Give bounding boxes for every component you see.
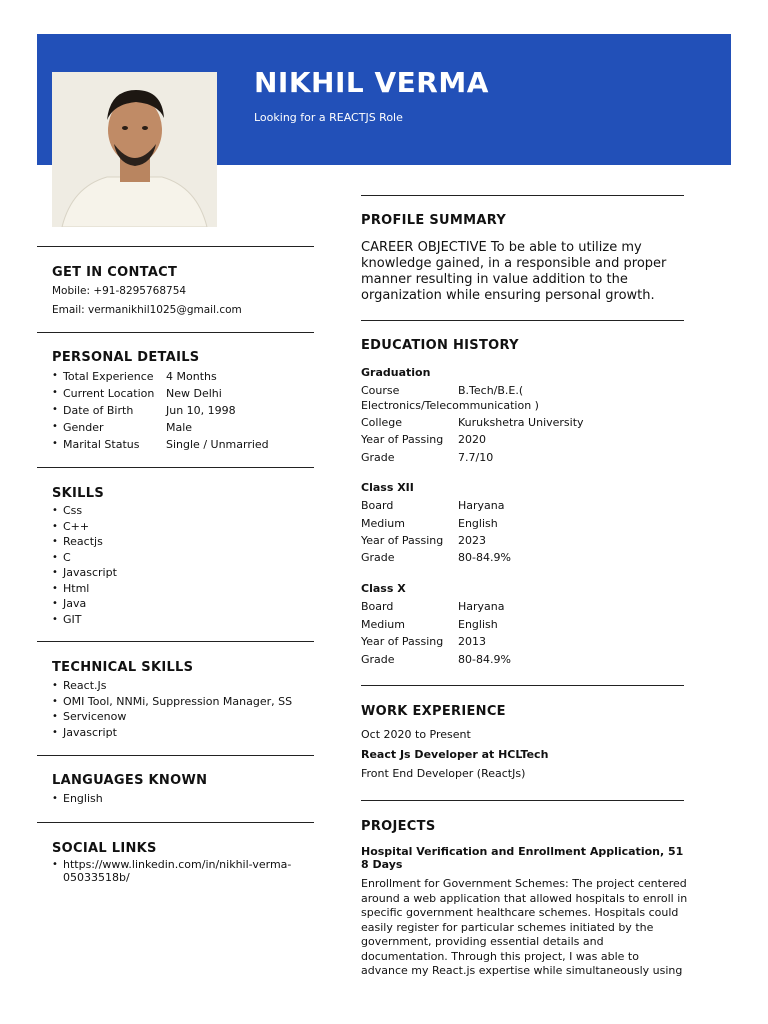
- list-item: • Reactjs: [52, 534, 117, 550]
- list-item: • Css: [52, 503, 117, 519]
- edu-label: Grade: [361, 653, 395, 666]
- personal-value: Male: [166, 421, 193, 434]
- list-item: • C++: [52, 519, 117, 535]
- projects-heading: PROJECTS: [361, 819, 436, 834]
- linkedin-link[interactable]: [52, 858, 291, 884]
- contact-heading: GET IN CONTACT: [52, 265, 178, 280]
- edu-label: Medium: [361, 517, 405, 530]
- languages-list: [52, 791, 103, 807]
- edu-label: College: [361, 416, 403, 429]
- personal-label: Total Experience: [63, 370, 154, 383]
- list-item: • Servicenow: [52, 709, 292, 725]
- personal-label: Date of Birth: [63, 404, 134, 417]
- personal-value: 4 Months: [166, 370, 217, 383]
- edu-label: Board: [361, 600, 394, 613]
- edu-label: Year of Passing: [361, 635, 444, 648]
- edu-value: 7.7/10: [458, 451, 494, 464]
- languages-heading: LANGUAGES KNOWN: [52, 773, 208, 788]
- divider: [37, 755, 314, 756]
- bullet-icon: •: [52, 438, 58, 449]
- technical-skills-heading: TECHNICAL SKILLS: [52, 660, 194, 675]
- edu-value: English: [458, 517, 498, 530]
- personal-value: Jun 10, 1998: [166, 404, 236, 417]
- bullet-icon: •: [52, 387, 58, 398]
- edu-value: 80-84.9%: [458, 551, 511, 564]
- edu-label: Medium: [361, 618, 405, 631]
- edu-value: 80-84.9%: [458, 653, 511, 666]
- text-line: easily register for particular schemes initiated by the: [361, 920, 654, 934]
- edu-label: Grade: [361, 551, 395, 564]
- education-class10-title: Class X: [361, 582, 406, 595]
- text-line: advance my React.js expertise while simultaneously using: [361, 964, 683, 977]
- skills-list: [52, 503, 117, 627]
- work-experience-heading: WORK EXPERIENCE: [361, 704, 506, 719]
- personal-label: Gender: [63, 421, 104, 434]
- edu-value: B.Tech/B.E.(: [458, 384, 524, 397]
- divider: [361, 800, 684, 801]
- contact-mobile: Mobile: +91-8295768754: [52, 285, 187, 297]
- project-title: [361, 845, 683, 871]
- edu-label: Board: [361, 499, 394, 512]
- personal-label: Current Location: [63, 387, 155, 400]
- text-line: CAREER OBJECTIVE To be able to utilize my: [361, 240, 642, 255]
- candidate-name: NIKHIL VERMA: [254, 66, 489, 99]
- edu-value: English: [458, 618, 498, 631]
- work-title: Front End Developer (ReactJs): [361, 767, 526, 780]
- project-description: [361, 877, 687, 979]
- divider: [37, 246, 314, 247]
- list-item: • Javascript: [52, 565, 117, 581]
- work-role: React Js Developer at HCLTech: [361, 748, 549, 761]
- edu-value: 2020: [458, 433, 486, 446]
- personal-value: New Delhi: [166, 387, 222, 400]
- text-line: organization while ensuring personal growth.: [361, 288, 655, 303]
- education-class12-title: Class XII: [361, 481, 414, 494]
- text-line: 8 Days: [361, 858, 403, 871]
- skills-heading: SKILLS: [52, 486, 105, 501]
- edu-value-continued: Electronics/Telecommunication ): [361, 399, 539, 412]
- divider: [361, 195, 684, 196]
- edu-label: Course: [361, 384, 400, 397]
- person-portrait-icon: [52, 72, 217, 227]
- text-line: knowledge gained, in a responsible and proper: [361, 256, 667, 271]
- divider: [37, 641, 314, 642]
- profile-summary-heading: PROFILE SUMMARY: [361, 213, 507, 228]
- bullet-icon: •: [52, 421, 58, 432]
- text-line: Hospital Verification and Enrollment Application, 51: [361, 845, 684, 858]
- edu-value: 2023: [458, 534, 486, 547]
- education-heading: EDUCATION HISTORY: [361, 338, 519, 353]
- candidate-tagline: Looking for a REACTJS Role: [254, 111, 403, 124]
- text-line: specific government healthcare schemes. Hospitals could: [361, 906, 679, 919]
- link-text[interactable]: 05033518b/: [63, 871, 130, 884]
- list-item: • Html: [52, 581, 117, 597]
- work-period: Oct 2020 to Present: [361, 728, 471, 741]
- bullet-icon: •: [52, 404, 58, 415]
- text-line: documentation. Through this project, I was able to: [361, 949, 639, 963]
- list-item: • GIT: [52, 612, 117, 628]
- education-graduation-title: Graduation: [361, 366, 431, 379]
- personal-details-heading: PERSONAL DETAILS: [52, 350, 200, 365]
- list-item: • Javascript: [52, 725, 292, 741]
- bullet-icon: •: [52, 370, 58, 381]
- edu-label: Grade: [361, 451, 395, 464]
- list-item: • Java: [52, 596, 117, 612]
- personal-label: Marital Status: [63, 438, 140, 451]
- profile-photo: [52, 72, 217, 227]
- edu-value: Haryana: [458, 600, 505, 613]
- edu-value: Kurukshetra University: [458, 416, 584, 429]
- list-item: • React.Js: [52, 678, 292, 694]
- edu-label: Year of Passing: [361, 534, 444, 547]
- edu-value: Haryana: [458, 499, 505, 512]
- divider: [37, 822, 314, 823]
- divider: [361, 685, 684, 686]
- link-text[interactable]: https://www.linkedin.com/in/nikhil-verma-: [63, 858, 292, 871]
- list-item: • C: [52, 550, 117, 566]
- text-line: government, providing essential details and: [361, 935, 604, 948]
- text-line: manner resulting in value addition to the: [361, 272, 628, 287]
- divider: [37, 467, 314, 468]
- personal-value: Single / Unmarried: [166, 438, 269, 451]
- list-item: • English: [52, 791, 103, 807]
- technical-skills-list: [52, 678, 292, 740]
- list-item: • OMI Tool, NNMi, Suppression Manager, SS: [52, 694, 292, 710]
- edu-value: 2013: [458, 635, 486, 648]
- edu-label: Year of Passing: [361, 433, 444, 446]
- text-line: around a web application that allowed hospitals to enroll in: [361, 891, 688, 905]
- social-links-heading: SOCIAL LINKS: [52, 841, 157, 856]
- divider: [37, 332, 314, 333]
- profile-summary-text: [361, 240, 666, 304]
- divider: [361, 320, 684, 321]
- social-links-list: [52, 858, 291, 884]
- contact-email[interactable]: Email: vermanikhil1025@gmail.com: [52, 304, 242, 316]
- text-line: Enrollment for Government Schemes: The project centered: [361, 877, 687, 890]
